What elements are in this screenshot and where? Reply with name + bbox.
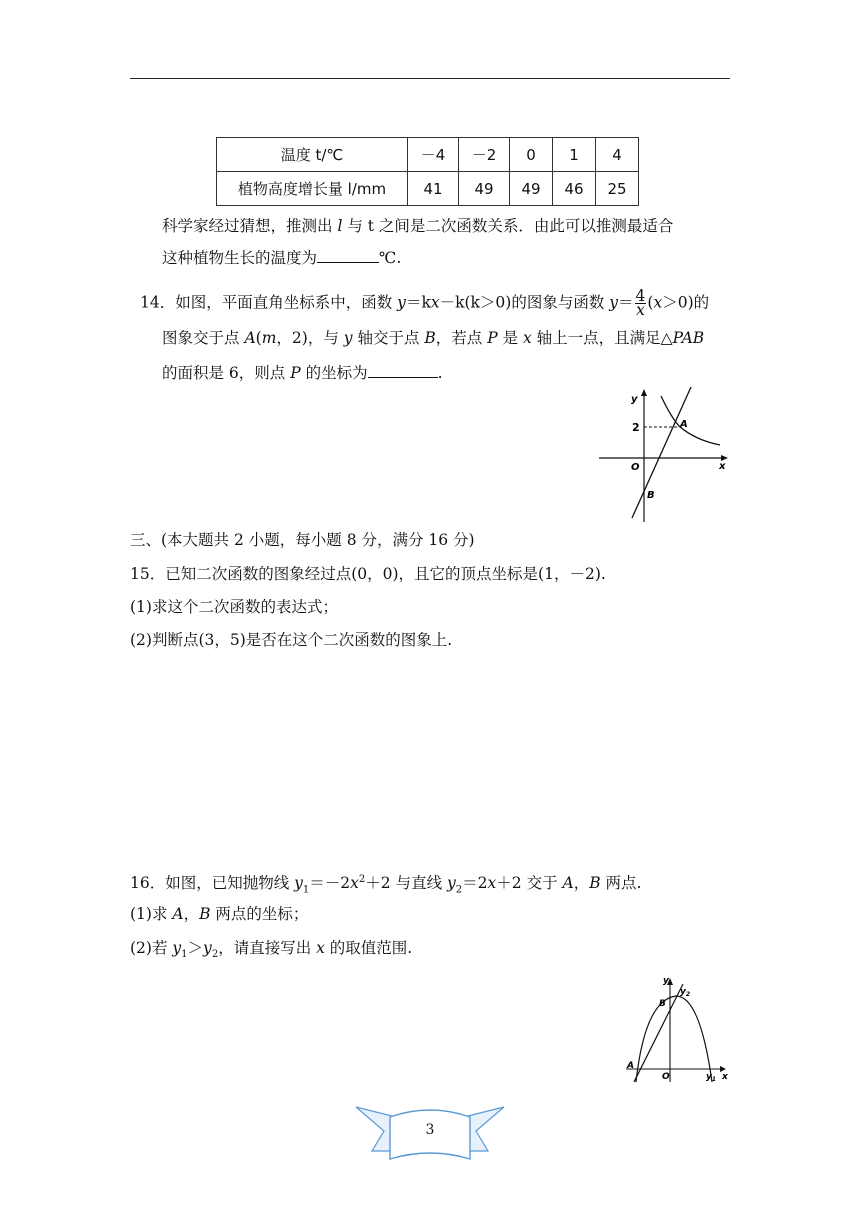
tick-label-2: 2 xyxy=(632,421,640,434)
hyperbola-curve xyxy=(661,396,720,445)
point-b-label: B xyxy=(659,999,666,1009)
x-axis-label: x xyxy=(722,1072,728,1082)
section-3-header: 三、(本大题共 2 小题，每小题 8 分，满分 16 分) xyxy=(130,531,475,549)
origin-label: O xyxy=(662,1072,670,1082)
q16-line-3: (2)若 $y_1>y_2$，请直接写出 x 的取值范围. xyxy=(130,939,413,961)
point-a-label: A xyxy=(627,1061,634,1071)
y2-label: $y_2$ xyxy=(680,987,691,998)
table-cell: 25 xyxy=(596,172,639,206)
q13-line-1: 科学家经过猜想，推测出 l 与 t 之间是二次函数关系．由此可以推测最适合 xyxy=(162,217,674,235)
q15-line-2: (1)求这个二次函数的表达式； xyxy=(130,598,338,616)
y-axis-label: y xyxy=(631,394,638,405)
table-cell: 46 xyxy=(553,172,596,206)
q14-figure xyxy=(595,385,735,525)
q14-line-3: 的面积是 6，则点 P 的坐标为 . xyxy=(162,364,443,382)
q14-line-1: 14．如图，平面直角坐标系中，函数 y＝kx－k(k＞0)的图象与函数 y＝ $\frac{4}{x}$ (x＞0)的 xyxy=(140,287,710,319)
answer-blank[interactable] xyxy=(368,363,438,378)
table-cell: 49 xyxy=(510,172,553,206)
x-axis-label: x xyxy=(719,461,726,472)
line-graph xyxy=(632,387,691,518)
table-cell: 41 xyxy=(408,172,459,206)
table-row xyxy=(217,172,639,206)
y1-label: $y_1$ xyxy=(706,1072,717,1083)
y-axis-label: y xyxy=(663,976,669,986)
table-cell: －4 xyxy=(408,138,459,172)
row-label-growth: 植物高度增长量 l/mm xyxy=(217,172,408,206)
q16-figure xyxy=(620,970,732,1088)
header-rule xyxy=(130,78,730,79)
table-cell: 0 xyxy=(510,138,553,172)
y-axis-arrow-icon xyxy=(641,389,647,396)
q13-line-2: 这种植物生长的温度为 ℃. xyxy=(162,249,402,267)
table-cell: 4 xyxy=(596,138,639,172)
q14-line-2: 图象交于点 A(m，2)，与 y 轴交于点 B，若点 P 是 x 轴上一点，且满足△PAB xyxy=(162,329,705,347)
q16-line-1: 16．如图，已知抛物线 $y_1=-2x^2+2$ 与直线 $y_2=2x+2$ 交于 A，B 两点. xyxy=(130,874,642,896)
table-row xyxy=(217,138,639,172)
q16-line-2: (1)求 A，B 两点的坐标； xyxy=(130,905,309,923)
q15-line-1: 15．已知二次函数的图象经过点(0，0)，且它的顶点坐标是(1，－2). xyxy=(130,565,606,583)
row-label-temperature: 温度 t/℃ xyxy=(217,138,408,172)
temperature-growth-table xyxy=(216,137,639,206)
table-cell: －2 xyxy=(459,138,510,172)
point-b-label: B xyxy=(647,490,655,501)
answer-blank[interactable] xyxy=(317,248,379,263)
point-a-label: A xyxy=(680,419,688,430)
page-number: 3 xyxy=(425,1122,435,1138)
q15-line-3: (2)判断点(3，5)是否在这个二次函数的图象上. xyxy=(130,631,453,649)
origin-label: O xyxy=(631,462,640,473)
table-cell: 49 xyxy=(459,172,510,206)
fraction-4-over-x: $\frac{4}{x}$ xyxy=(635,287,646,319)
table-cell: 1 xyxy=(553,138,596,172)
